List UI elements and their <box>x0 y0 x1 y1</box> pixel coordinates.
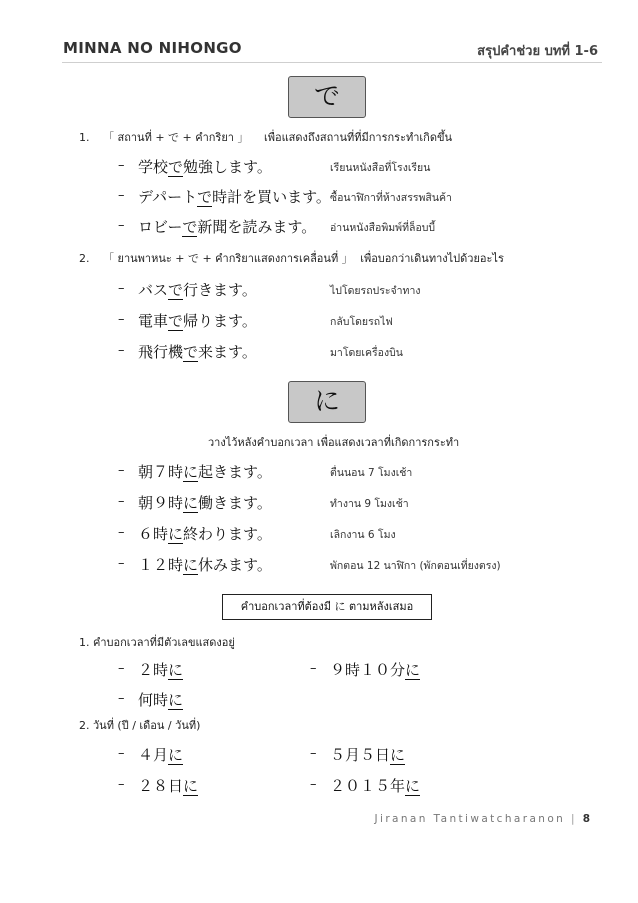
ni-example4-jp: １２時に休みます。 <box>138 556 272 574</box>
particle-ni-box: に <box>288 381 366 423</box>
de-rule2 <box>79 249 504 267</box>
ni-example2-th: ทำงาน 9 โมงเช้า <box>330 498 409 510</box>
ni-list2-item3: ２８日に <box>138 777 199 795</box>
de-rule1-desc: เพื่อแสดงถึงสถานที่ที่มีการกระทำเกิดขึ้น <box>263 131 453 144</box>
de-example2-jp: デパートで時計を買います。 <box>138 188 331 206</box>
de-example5-jp: 電車で帰ります。 <box>138 312 257 330</box>
de-example2-th: ซื้อนาฬิกาที่ห้างสรรพสินค้า <box>330 192 452 204</box>
de-example5-th: กลับโดยรถไฟ <box>330 316 393 328</box>
de-example6-jp: 飛行機で来ます。 <box>138 343 257 361</box>
de-rule2-desc: เพื่อบอกว่าเดินทางไปด้วยอะไร <box>360 252 504 265</box>
de-rule2-num: 2. <box>79 252 90 265</box>
footer-author: Jiranan Tantiwatcharanon <box>374 813 566 825</box>
particle-de-box: で <box>288 76 366 118</box>
header-divider <box>62 62 602 63</box>
ni-example3-jp: ６時に終わります。 <box>138 525 272 543</box>
header-chapter: สรุปคำช่วย บทที่ 1-6 <box>477 44 598 59</box>
ni-list1-item2: ９時１０分に <box>330 661 421 679</box>
header-title: MINNA NO NIHONGO <box>63 39 242 57</box>
ni-example2-jp: 朝９時に働きます。 <box>138 494 272 512</box>
ni-example1-jp: 朝７時に起きます。 <box>138 463 272 481</box>
de-example6-th: มาโดยเครื่องบิน <box>330 347 403 359</box>
de-rule1-formula: 「 สถานที่ + で + คำกริยา 」 <box>103 131 249 144</box>
de-example1-jp: 学校で勉強します。 <box>138 158 272 176</box>
ni-list2-item2: ５月５日に <box>330 746 406 764</box>
ni-rule-box: คำบอกเวลาที่ต้องมี に ตามหลังเสมอ <box>222 594 432 620</box>
ni-list1-item1: ２時に <box>138 661 184 679</box>
ni-example3-th: เลิกงาน 6 โมง <box>330 529 396 541</box>
ni-example1-th: ตื่นนอน 7 โมงเช้า <box>330 467 413 479</box>
de-rule1-num: 1. <box>79 131 90 144</box>
de-example3-jp: ロビーで新聞を読みます。 <box>138 218 317 236</box>
de-example4-th: ไปโดยรถประจำทาง <box>330 285 421 297</box>
de-example1-th: เรียนหนังสือที่โรงเรียน <box>330 162 431 174</box>
ni-example4-th: พักตอน 12 นาฬิกา (พักตอนเที่ยงตรง) <box>330 560 501 572</box>
de-rule2-formula: 「 ยานพาหนะ + で + คำกริยาแสดงการเคลื่อนที่ 」 <box>103 252 353 265</box>
ni-list1-label: 1. คำบอกเวลาที่มีตัวเลขแสดงอยู่ <box>79 636 235 649</box>
footer-separator: | <box>570 813 577 825</box>
ni-list2-label: 2. วันที่ (ปี / เดือน / วันที่) <box>79 719 201 732</box>
ni-intro: วางไว้หลังคำบอกเวลา เพื่อแสดงเวลาที่เกิดการกระทำ <box>208 436 460 449</box>
de-rule1 <box>79 128 452 146</box>
ni-list2-item1: ４月に <box>138 746 184 764</box>
de-example3-th: อ่านหนังสือพิมพ์ที่ล็อบบี้ <box>330 222 436 234</box>
ni-list2-item4: ２０１５年に <box>330 777 421 795</box>
footer <box>375 813 591 825</box>
ni-list1-item3: 何時に <box>138 691 184 709</box>
page-number: 8 <box>582 813 590 825</box>
de-example4-jp: バスで行きます。 <box>138 281 257 299</box>
